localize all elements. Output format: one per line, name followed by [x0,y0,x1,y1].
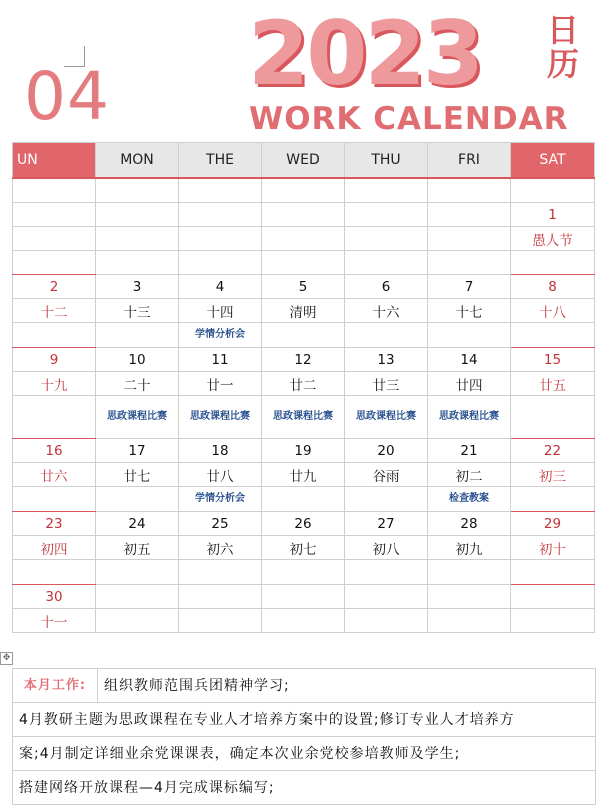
lunar-date [262,227,345,251]
lunar-date [345,609,428,633]
day-number: 14 [428,348,511,372]
day-number: 3 [96,275,179,299]
day-event [428,251,511,275]
day-number [345,203,428,227]
day-number: 5 [262,275,345,299]
weekday-header: THE [179,143,262,179]
calendar-body [13,178,595,633]
day-number: 6 [345,275,428,299]
lunar-date: 十七 [428,299,511,323]
day-event [262,487,345,512]
day-number: 2 [13,275,96,299]
day-number: 11 [179,348,262,372]
lunar-date: 初二 [428,463,511,487]
lunar-date: 初五 [96,536,179,560]
day-event [428,560,511,585]
lunar-date: 廿五 [511,372,595,396]
week-day-row [13,439,595,463]
week-event-row [13,560,595,585]
day-number: 15 [511,348,595,372]
week-day-row [13,348,595,372]
day-number: 13 [345,348,428,372]
day-number [179,203,262,227]
day-event: 思政课程比赛 [345,396,428,439]
lunar-date: 十六 [345,299,428,323]
day-event [262,323,345,348]
lunar-date: 初九 [428,536,511,560]
day-number [428,585,511,609]
day-event [262,251,345,275]
weekday-header: WED [262,143,345,179]
day-event [511,396,595,439]
lunar-date: 十八 [511,299,595,323]
day-number: 12 [262,348,345,372]
day-event [179,251,262,275]
day-event: 思政课程比赛 [428,396,511,439]
day-event [13,487,96,512]
notes-line: 案;4月制定详细业余党课课表，确定本次业余党校参培教师及学生; [13,737,596,771]
day-number: 7 [428,275,511,299]
day-number: 23 [13,512,96,536]
lunar-date: 廿八 [179,463,262,487]
lunar-date: 谷雨 [345,463,428,487]
lunar-date: 廿三 [345,372,428,396]
day-number [96,585,179,609]
day-number: 20 [345,439,428,463]
week-lunar-row [13,463,595,487]
empty-cell [179,178,262,203]
day-number: 30 [13,585,96,609]
day-event [13,560,96,585]
day-number: 10 [96,348,179,372]
week-event-row [13,396,595,439]
lunar-date: 廿七 [96,463,179,487]
lunar-date [96,227,179,251]
lunar-date: 初六 [179,536,262,560]
day-event [511,560,595,585]
day-event [345,251,428,275]
day-number [262,203,345,227]
week-event-row [13,323,595,348]
day-number [511,585,595,609]
week-lunar-row [13,372,595,396]
lunar-date: 廿六 [13,463,96,487]
day-event: 思政课程比赛 [262,396,345,439]
lunar-date: 廿四 [428,372,511,396]
day-event: 思政课程比赛 [96,396,179,439]
day-event [96,487,179,512]
day-number [428,203,511,227]
lunar-date: 廿一 [179,372,262,396]
lunar-date: 十九 [13,372,96,396]
day-event [345,323,428,348]
lunar-date [345,227,428,251]
day-number: 18 [179,439,262,463]
lunar-date: 初四 [13,536,96,560]
notes-line: 4月教研主题为思政课程在专业人才培养方案中的设置;修订专业人才培养方 [13,703,596,737]
day-number: 26 [262,512,345,536]
month-number: 04 [24,58,110,135]
lunar-date: 初七 [262,536,345,560]
week-lunar-row [13,609,595,633]
lunar-date: 愚人节 [511,227,595,251]
day-number: 24 [96,512,179,536]
week-day-row [13,512,595,536]
lunar-date: 十二 [13,299,96,323]
day-event [13,323,96,348]
weekday-header: FRI [428,143,511,179]
lunar-date: 初十 [511,536,595,560]
lunar-date [511,609,595,633]
day-number: 27 [345,512,428,536]
day-event [511,323,595,348]
day-event: 思政课程比赛 [179,396,262,439]
notes-label: 本月工作: [13,669,98,703]
week-lunar-row [13,299,595,323]
day-event [96,323,179,348]
day-number [345,585,428,609]
day-event [96,251,179,275]
lunar-date [428,227,511,251]
weekday-header-row [13,143,595,179]
lunar-date: 二十 [96,372,179,396]
empty-cell [345,178,428,203]
day-number: 4 [179,275,262,299]
day-event [345,487,428,512]
year-title: 2023 [248,2,481,105]
day-event [262,560,345,585]
lunar-date: 十三 [96,299,179,323]
lunar-date [179,227,262,251]
lunar-date [262,609,345,633]
day-event [345,560,428,585]
weekday-header: MON [96,143,179,179]
day-event [13,251,96,275]
notes-line: 组织教师范围兵团精神学习; [98,669,596,703]
day-event [96,560,179,585]
day-number [179,585,262,609]
empty-cell [511,178,595,203]
day-number: 25 [179,512,262,536]
empty-cell [428,178,511,203]
day-number: 19 [262,439,345,463]
weekday-header: THU [345,143,428,179]
day-number: 16 [13,439,96,463]
week-lunar-row [13,536,595,560]
day-event [511,251,595,275]
lunar-date: 廿九 [262,463,345,487]
day-number: 8 [511,275,595,299]
week-spacer-row [13,178,595,203]
week-day-row [13,585,595,609]
week-lunar-row [13,227,595,251]
empty-cell [96,178,179,203]
calendar-subtitle: WORK CALENDAR [249,101,569,137]
day-event: 检查教案 [428,487,511,512]
day-event [511,487,595,512]
lunar-date: 清明 [262,299,345,323]
day-number: 29 [511,512,595,536]
day-number [262,585,345,609]
day-event: 学情分析会 [179,323,262,348]
week-event-row [13,487,595,512]
lunar-date: 十一 [13,609,96,633]
day-number: 9 [13,348,96,372]
lunar-date: 廿二 [262,372,345,396]
day-number: 21 [428,439,511,463]
day-event [179,560,262,585]
weekday-header: SAT [511,143,595,179]
calendar-grid [12,142,595,633]
day-number: 28 [428,512,511,536]
lunar-date [179,609,262,633]
week-day-row [13,275,595,299]
day-event [428,323,511,348]
empty-cell [13,178,96,203]
monthly-work-notes [12,668,596,805]
calendar-title-cn: 日历 [546,11,579,83]
day-number: 22 [511,439,595,463]
day-number [13,203,96,227]
empty-cell [262,178,345,203]
week-event-row [13,251,595,275]
lunar-date [96,609,179,633]
lunar-date: 十四 [179,299,262,323]
day-event: 学情分析会 [179,487,262,512]
day-number: 1 [511,203,595,227]
day-number: 17 [96,439,179,463]
lunar-date: 初三 [511,463,595,487]
week-day-row [13,203,595,227]
weekday-header: UN [13,143,96,179]
lunar-date [428,609,511,633]
notes-line: 搭建网络开放课程—4月完成课标编写; [13,771,596,805]
lunar-date: 初八 [345,536,428,560]
lunar-date [13,227,96,251]
day-number [96,203,179,227]
table-move-handle[interactable]: ✥ [0,652,13,665]
day-event [13,396,96,439]
